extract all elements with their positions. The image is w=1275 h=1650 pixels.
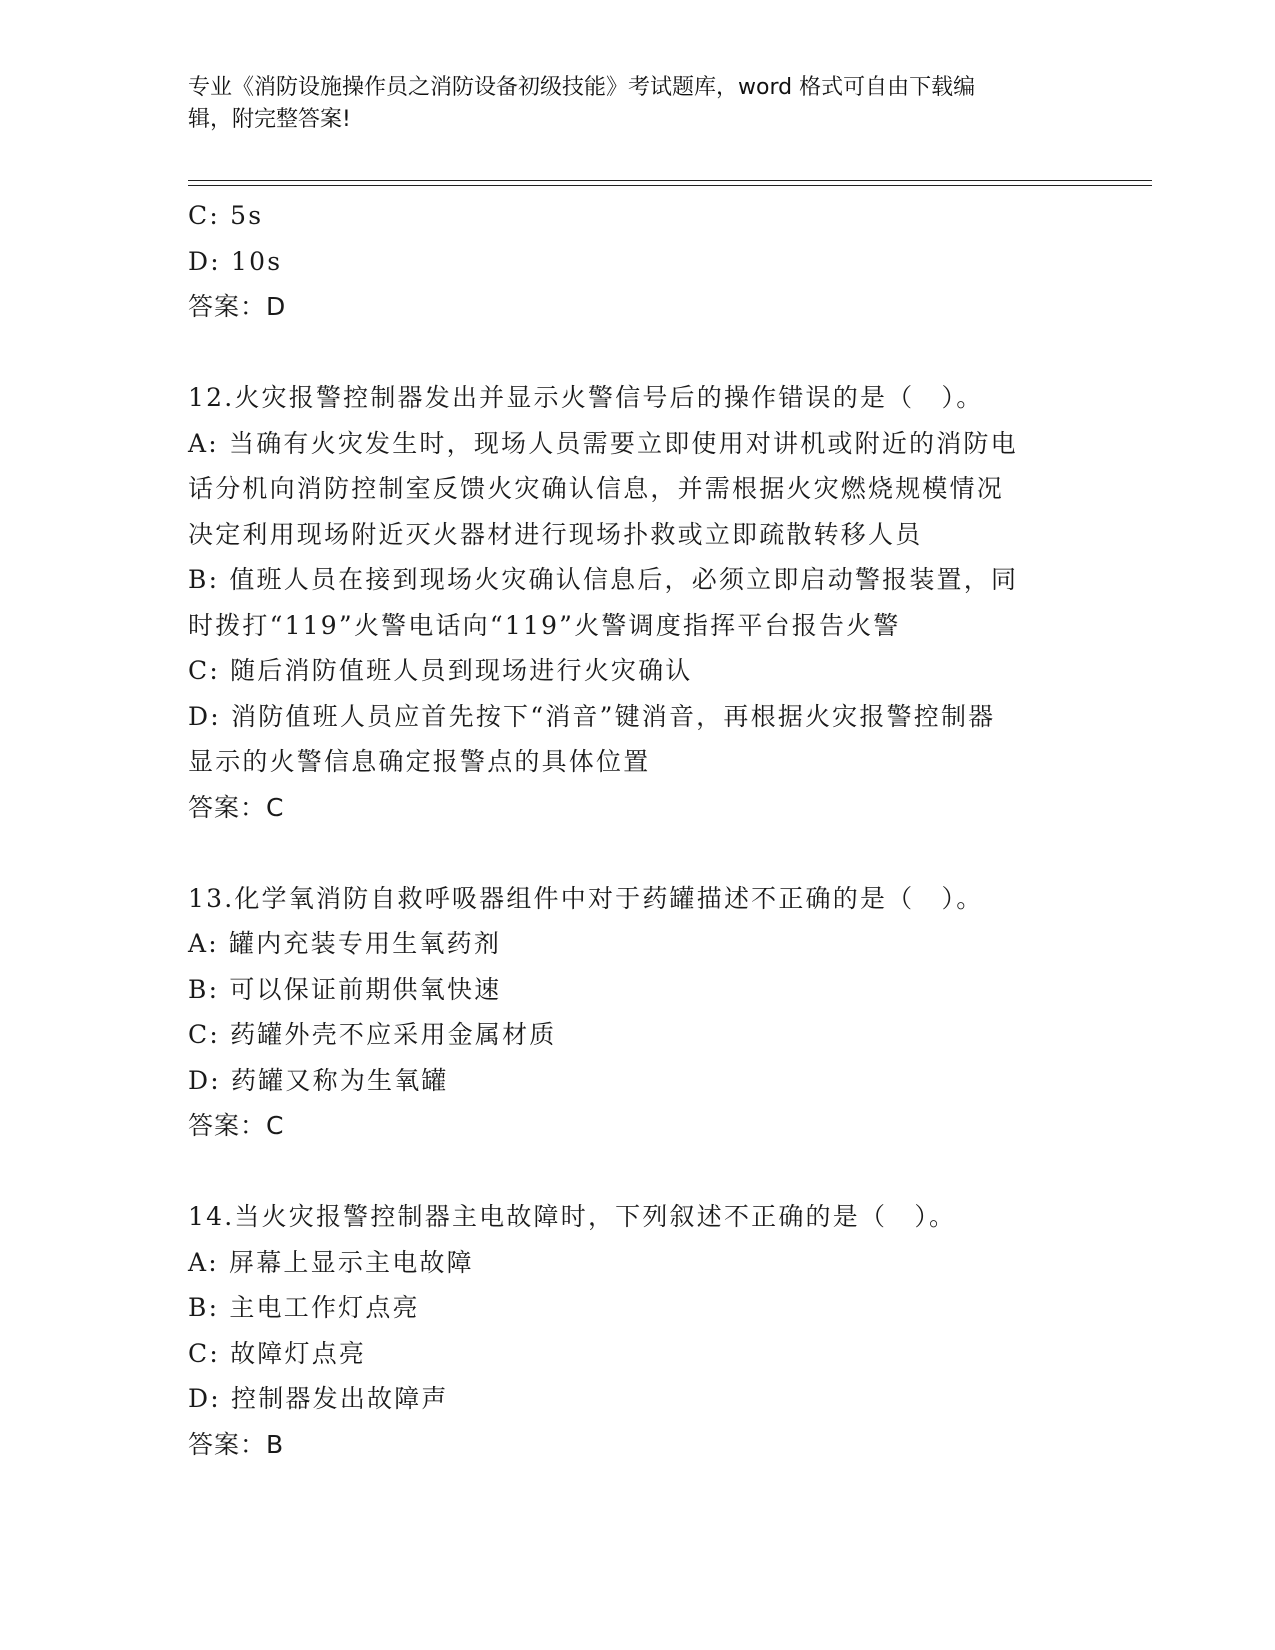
option-a: A: 屏幕上显示主电故障 <box>188 1247 474 1277</box>
question-stem: 13.化学氧消防自救呼吸器组件中对于药罐描述不正确的是（ ）。 <box>188 883 984 913</box>
question-spacer <box>188 330 1088 376</box>
header-line-2: 辑，附完整答案! <box>188 107 351 132</box>
option-a-line-1: A: 当确有火灾发生时，现场人员需要立即使用对讲机或附近的消防电 <box>188 428 1018 458</box>
option-b: B: 可以保证前期供氧快速 <box>188 974 502 1004</box>
option-c: C: 故障灯点亮 <box>188 1338 367 1368</box>
option-d-line-2: 显示的火警信息确定报警点的具体位置 <box>188 747 651 776</box>
option-c: C: 随后消防值班人员到现场进行火灾确认 <box>188 656 693 685</box>
answer-line: 答案：C <box>188 792 285 822</box>
option-b: B: 主电工作灯点亮 <box>188 1293 420 1322</box>
option-a: A: 罐内充装专用生氧药剂 <box>188 929 502 958</box>
question-14 <box>188 1194 1088 1467</box>
option-d: D: 10s <box>188 246 283 276</box>
option-a-line-3: 决定利用现场附近灭火器材进行现场扑救或立即疏散转移人员 <box>188 519 923 549</box>
question-spacer <box>188 830 1088 876</box>
option-a-line-2: 话分机向消防控制室反馈火灾确认信息，并需根据火灾燃烧规模情况 <box>188 474 1005 503</box>
answer-line: 答案：C <box>188 1111 285 1140</box>
question-list <box>188 193 1088 1467</box>
header-divider-bottom <box>188 185 1152 186</box>
question-11-tail <box>188 193 1088 330</box>
question-spacer <box>188 1149 1088 1195</box>
answer-line: 答案：B <box>188 1429 285 1459</box>
option-c: C: 5s <box>188 201 264 230</box>
question-13 <box>188 876 1088 1149</box>
option-d-line-1: D: 消防值班人员应首先按下“消音”键消音，再根据火灾报警控制器 <box>188 701 996 731</box>
header-line-1: 专业《消防设施操作员之消防设备初级技能》考试题库，word 格式可自由下载编 <box>188 75 976 100</box>
document-header <box>188 72 1068 136</box>
option-d: D: 控制器发出故障声 <box>188 1384 449 1413</box>
answer-line: 答案：D <box>188 292 287 321</box>
question-12 <box>188 375 1088 830</box>
option-b-line-2: 时拨打“119”火警电话向“119”火警调度指挥平台报告火警 <box>188 610 901 640</box>
question-stem: 14.当火灾报警控制器主电故障时，下列叙述不正确的是（ ）。 <box>188 1202 957 1231</box>
option-b-line-1: B: 值班人员在接到现场火灾确认信息后，必须立即启动警报装置，同 <box>188 565 1019 594</box>
question-stem: 12.火灾报警控制器发出并显示火警信号后的操作错误的是（ ）。 <box>188 383 984 412</box>
header-divider-top <box>188 180 1152 181</box>
option-d: D: 药罐又称为生氧罐 <box>188 1065 449 1095</box>
option-c: C: 药罐外壳不应采用金属材质 <box>188 1020 557 1049</box>
